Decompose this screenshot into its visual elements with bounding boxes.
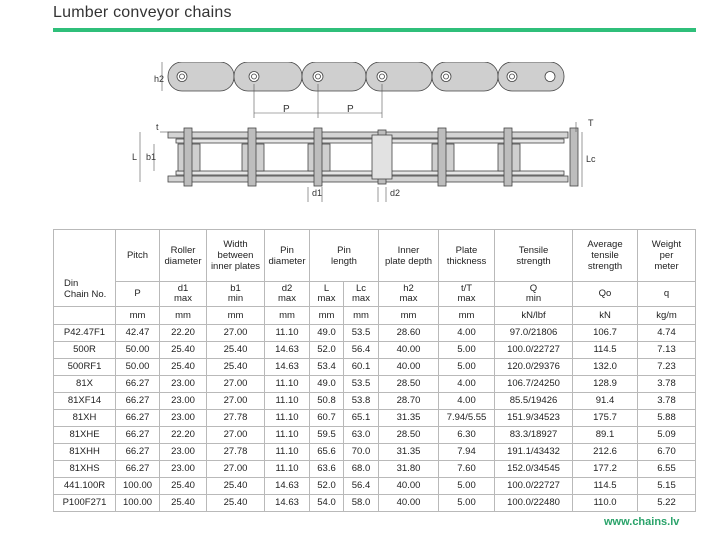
symbol-pin-diameter: d2 max <box>265 282 310 307</box>
table-cell: 100.0/22727 <box>495 342 573 359</box>
table-cell: 40.00 <box>379 495 439 512</box>
table-cell: 70.0 <box>344 444 379 461</box>
table-cell: 22.20 <box>160 427 207 444</box>
table-body <box>54 325 696 512</box>
table-cell: 11.10 <box>265 393 310 410</box>
table-cell: 5.88 <box>638 410 696 427</box>
chain-number-cell: 81XHE <box>54 427 116 444</box>
header-din-chain-no: Din Chain No. <box>54 230 116 307</box>
chain-number-cell: P100F271 <box>54 495 116 512</box>
table-cell: 50.8 <box>310 393 344 410</box>
symbol-weight: q <box>638 282 696 307</box>
symbol-plate-thickness: t/T max <box>439 282 495 307</box>
label-h2: h2 <box>154 74 165 84</box>
table-cell: 128.9 <box>573 376 638 393</box>
table-cell: 58.0 <box>344 495 379 512</box>
table-row <box>54 359 696 376</box>
table-cell: 175.7 <box>573 410 638 427</box>
table-cell: 25.40 <box>160 342 207 359</box>
unit-blank <box>54 307 116 325</box>
table-row <box>54 325 696 342</box>
chain-number-cell: 500R <box>54 342 116 359</box>
table-cell: 11.10 <box>265 461 310 478</box>
unit-pin-length-Lc: mm <box>344 307 379 325</box>
table-cell: 106.7 <box>573 325 638 342</box>
table-cell: 11.10 <box>265 376 310 393</box>
table-cell: 63.0 <box>344 427 379 444</box>
chain-diagram <box>120 62 625 212</box>
table-cell: 66.27 <box>116 410 160 427</box>
table-cell: 27.00 <box>207 461 265 478</box>
table-cell: 28.50 <box>379 376 439 393</box>
table-cell: 27.00 <box>207 393 265 410</box>
unit-plate-thickness: mm <box>439 307 495 325</box>
table-cell: 68.0 <box>344 461 379 478</box>
table-row <box>54 427 696 444</box>
unit-pin-length-L: mm <box>310 307 344 325</box>
table-cell: 54.0 <box>310 495 344 512</box>
unit-weight: kg/m <box>638 307 696 325</box>
table-cell: 50.00 <box>116 359 160 376</box>
table-row <box>54 410 696 427</box>
table-cell: 23.00 <box>160 444 207 461</box>
table-cell: 5.09 <box>638 427 696 444</box>
table-cell: 100.0/22727 <box>495 478 573 495</box>
table-cell: 4.00 <box>439 376 495 393</box>
table-cell: 14.63 <box>265 342 310 359</box>
chain-number-cell: 81XH <box>54 410 116 427</box>
table-cell: 91.4 <box>573 393 638 410</box>
symbol-average-tensile-strength: Qo <box>573 282 638 307</box>
table-cell: 5.00 <box>439 342 495 359</box>
table-cell: 7.94/5.55 <box>439 410 495 427</box>
table-cell: 177.2 <box>573 461 638 478</box>
table-cell: 25.40 <box>160 478 207 495</box>
table-cell: 66.27 <box>116 461 160 478</box>
table-cell: 65.1 <box>344 410 379 427</box>
table-cell: 31.35 <box>379 444 439 461</box>
label-p-left: P <box>283 104 290 115</box>
page-title: Lumber conveyor chains <box>53 4 232 21</box>
table-cell: 120.0/29376 <box>495 359 573 376</box>
table-cell: 22.20 <box>160 325 207 342</box>
symbol-pin-length-Lc: Lc max <box>344 282 379 307</box>
table-cell: 63.6 <box>310 461 344 478</box>
label-d1: d1 <box>312 188 323 198</box>
table-cell: 6.70 <box>638 444 696 461</box>
table-cell: 56.4 <box>344 478 379 495</box>
side-view-plates <box>168 62 564 91</box>
unit-average-tensile-strength: kN <box>573 307 638 325</box>
unit-roller-diameter: mm <box>160 307 207 325</box>
table-cell: 14.63 <box>265 495 310 512</box>
table-cell: 23.00 <box>160 393 207 410</box>
table-cell: 66.27 <box>116 444 160 461</box>
table-row <box>54 342 696 359</box>
table-cell: 66.27 <box>116 427 160 444</box>
website-link[interactable]: www.chains.lv <box>604 516 680 528</box>
table-cell: 100.00 <box>116 478 160 495</box>
table-cell: 3.78 <box>638 376 696 393</box>
table-cell: 42.47 <box>116 325 160 342</box>
table-cell: 7.94 <box>439 444 495 461</box>
title-underline <box>53 28 696 32</box>
table-cell: 14.63 <box>265 478 310 495</box>
table-cell: 27.78 <box>207 444 265 461</box>
table-cell: 4.74 <box>638 325 696 342</box>
unit-plate-depth: mm <box>379 307 439 325</box>
chain-number-cell: 81XF14 <box>54 393 116 410</box>
table-cell: 52.0 <box>310 342 344 359</box>
table-cell: 65.6 <box>310 444 344 461</box>
table-cell: 6.55 <box>638 461 696 478</box>
table-cell: 53.5 <box>344 376 379 393</box>
table-cell: 40.00 <box>379 478 439 495</box>
table-cell: 5.00 <box>439 478 495 495</box>
header-average-tensile-strength: Average tensile strength <box>573 230 638 282</box>
table-row <box>54 444 696 461</box>
table-cell: 11.10 <box>265 444 310 461</box>
header-roller-diameter: Roller diameter <box>160 230 207 282</box>
table-row <box>54 393 696 410</box>
table-cell: 40.00 <box>379 342 439 359</box>
table-cell: 14.63 <box>265 359 310 376</box>
table-cell: 28.50 <box>379 427 439 444</box>
table-cell: 97.0/21806 <box>495 325 573 342</box>
label-Lc: Lc <box>586 154 596 164</box>
table-cell: 28.60 <box>379 325 439 342</box>
table-cell: 53.4 <box>310 359 344 376</box>
table-cell: 7.23 <box>638 359 696 376</box>
rollers <box>178 144 520 171</box>
table-cell: 23.00 <box>160 410 207 427</box>
unit-tensile-strength: kN/lbf <box>495 307 573 325</box>
table-row <box>54 461 696 478</box>
chain-number-cell: 81XHH <box>54 444 116 461</box>
unit-pin-diameter: mm <box>265 307 310 325</box>
table-cell: 114.5 <box>573 478 638 495</box>
table-cell: 89.1 <box>573 427 638 444</box>
table-cell: 106.7/24250 <box>495 376 573 393</box>
header-weight-per-meter: Weight per meter <box>638 230 696 282</box>
table-cell: 110.0 <box>573 495 638 512</box>
label-T: T <box>588 118 594 128</box>
table-cell: 52.0 <box>310 478 344 495</box>
table-cell: 5.00 <box>439 359 495 376</box>
table-cell: 191.1/43432 <box>495 444 573 461</box>
symbol-pitch: P <box>116 282 160 307</box>
table-cell: 25.40 <box>207 478 265 495</box>
table-cell: 212.6 <box>573 444 638 461</box>
table-cell: 60.7 <box>310 410 344 427</box>
table-row <box>54 478 696 495</box>
chain-number-cell: 441.100R <box>54 478 116 495</box>
symbol-width: b1 min <box>207 282 265 307</box>
header-tensile-strength: Tensile strength <box>495 230 573 282</box>
table-cell: 151.9/34523 <box>495 410 573 427</box>
table-cell: 25.40 <box>207 342 265 359</box>
table-cell: 3.78 <box>638 393 696 410</box>
chain-number-cell: 81XHS <box>54 461 116 478</box>
label-p-right: P <box>347 104 354 115</box>
table-cell: 83.3/18927 <box>495 427 573 444</box>
table-cell: 25.40 <box>207 495 265 512</box>
table-cell: 49.0 <box>310 325 344 342</box>
label-L: L <box>132 152 138 162</box>
table-cell: 11.10 <box>265 325 310 342</box>
table-cell: 66.27 <box>116 376 160 393</box>
table-cell: 31.35 <box>379 410 439 427</box>
table-cell: 25.40 <box>160 359 207 376</box>
table-cell: 23.00 <box>160 461 207 478</box>
header-inner-plate-depth: Inner plate depth <box>379 230 439 282</box>
table-cell: 100.0/22480 <box>495 495 573 512</box>
table-cell: 11.10 <box>265 427 310 444</box>
symbol-plate-depth: h2 max <box>379 282 439 307</box>
table-cell: 66.27 <box>116 393 160 410</box>
table-cell: 132.0 <box>573 359 638 376</box>
table-cell: 27.00 <box>207 427 265 444</box>
unit-width: mm <box>207 307 265 325</box>
table-cell: 53.8 <box>344 393 379 410</box>
table-cell: 85.5/19426 <box>495 393 573 410</box>
table-cell: 56.4 <box>344 342 379 359</box>
table-cell: 152.0/34545 <box>495 461 573 478</box>
table-row <box>54 495 696 512</box>
symbol-pin-length-L: L max <box>310 282 344 307</box>
table-cell: 100.00 <box>116 495 160 512</box>
table-cell: 31.80 <box>379 461 439 478</box>
header-width-between-inner-plates: Width between inner plates <box>207 230 265 282</box>
chain-number-cell: 81X <box>54 376 116 393</box>
table-row <box>54 376 696 393</box>
table-cell: 59.5 <box>310 427 344 444</box>
table-cell: 11.10 <box>265 410 310 427</box>
table-cell: 50.00 <box>116 342 160 359</box>
table-cell: 49.0 <box>310 376 344 393</box>
table-cell: 27.78 <box>207 410 265 427</box>
table-cell: 6.30 <box>439 427 495 444</box>
table-cell: 27.00 <box>207 325 265 342</box>
table-cell: 5.15 <box>638 478 696 495</box>
chain-number-cell: 500RF1 <box>54 359 116 376</box>
label-d2: d2 <box>390 188 401 198</box>
label-b1: b1 <box>146 152 157 162</box>
table-cell: 5.00 <box>439 495 495 512</box>
table-cell: 114.5 <box>573 342 638 359</box>
table-cell: 4.00 <box>439 325 495 342</box>
header-plate-thickness: Plate thickness <box>439 230 495 282</box>
chain-number-cell: P42.47F1 <box>54 325 116 342</box>
header-pin-diameter: Pin diameter <box>265 230 310 282</box>
label-t: t <box>156 122 159 132</box>
table-cell: 23.00 <box>160 376 207 393</box>
table-cell: 7.13 <box>638 342 696 359</box>
symbol-tensile-strength: Q min <box>495 282 573 307</box>
table-cell: 4.00 <box>439 393 495 410</box>
table-cell: 40.00 <box>379 359 439 376</box>
table-cell: 28.70 <box>379 393 439 410</box>
table-cell: 25.40 <box>160 495 207 512</box>
table-cell: 25.40 <box>207 359 265 376</box>
table-cell: 53.5 <box>344 325 379 342</box>
table-cell: 7.60 <box>439 461 495 478</box>
symbol-roller-diameter: d1 max <box>160 282 207 307</box>
header-pin-length: Pin length <box>310 230 379 282</box>
header-pitch: Pitch <box>116 230 160 282</box>
unit-pitch: mm <box>116 307 160 325</box>
table-cell: 5.22 <box>638 495 696 512</box>
specification-table <box>53 229 696 512</box>
table-cell: 60.1 <box>344 359 379 376</box>
table-cell: 27.00 <box>207 376 265 393</box>
